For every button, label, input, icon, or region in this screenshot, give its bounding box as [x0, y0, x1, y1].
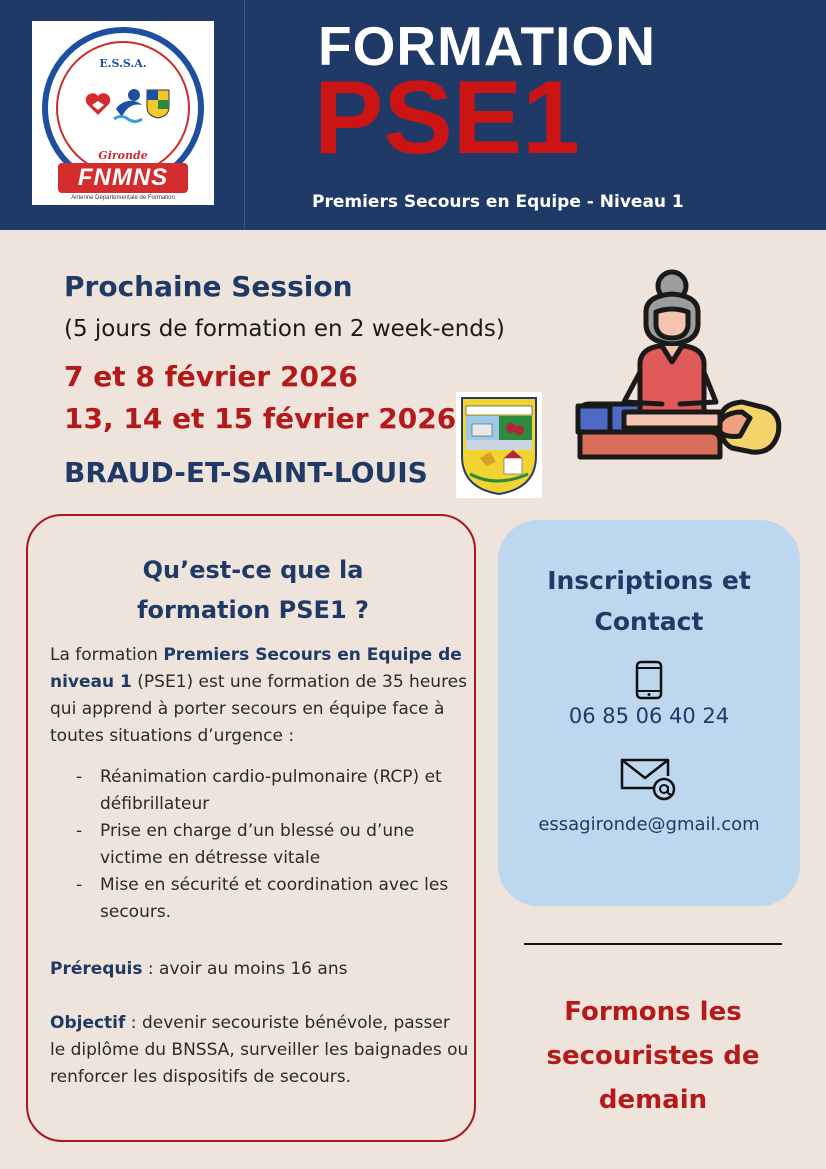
contact-title-line2: Contact	[594, 607, 704, 636]
swimmer-icon	[112, 87, 146, 127]
divider-rule	[524, 943, 782, 945]
logo-fnmns-text: FNMNS	[58, 163, 188, 193]
title-subtitle: Premiers Secours en Equipe - Niveau 1	[312, 192, 684, 212]
objective-label: Objectif	[50, 1013, 126, 1033]
title-formation: FORMATION	[318, 15, 656, 77]
card-intro-pre: La formation	[50, 645, 164, 665]
envelope-at-icon	[618, 756, 678, 802]
prereq-label: Prérequis	[50, 959, 143, 979]
heart-hand-icon	[84, 91, 112, 117]
logo-gironde-text: Gironde	[98, 149, 148, 162]
logo-essa-text: E.S.S.A.	[99, 57, 147, 70]
card-skills-list	[76, 764, 466, 926]
list-item: - Réanimation cardio-pulmonaire (RCP) et défibrillateur	[76, 764, 466, 818]
objective-text: : devenir secouriste bénévole, passer le diplôme du BNSSA, surveiller les baignades ou renforcer les dispositifs de secours.	[50, 1013, 469, 1087]
gironde-crest-icon	[146, 89, 170, 119]
info-card	[26, 514, 476, 1142]
session-place: BRAUD-ET-SAINT-LOUIS	[64, 456, 428, 489]
header-divider	[244, 0, 245, 230]
card-title-line2: formation PSE1 ?	[137, 596, 369, 624]
slogan-line3: demain	[598, 1085, 708, 1115]
card-intro-bold: Premiers Secours en Equipe de niveau 1	[50, 645, 462, 692]
slogan	[530, 990, 776, 1122]
session-duration: (5 jours de formation en 2 week-ends)	[64, 316, 505, 342]
slogan-line1: Formons les	[564, 997, 742, 1027]
braud-saint-louis-crest	[456, 392, 542, 498]
card-prerequisite	[50, 956, 470, 983]
list-item: - Mise en sécurité et coordination avec les secours.	[76, 872, 466, 926]
card-title-line1: Qu’est-ce que la	[142, 556, 364, 584]
title-pse1: PSE1	[314, 60, 580, 176]
session-date-weekend-2: 13, 14 et 15 février 2026	[64, 402, 457, 435]
card-intro-post: (PSE1) est une formation de 35 heures qui apprend à porter secours en équipe face à toutes situations d’urgence :	[50, 672, 467, 746]
contact-title-line1: Inscriptions et	[547, 566, 751, 595]
cpr-rescuer-illustration	[570, 262, 790, 482]
prereq-text: : avoir au moins 16 ans	[142, 959, 348, 979]
session-date-weekend-1: 7 et 8 février 2026	[64, 360, 358, 393]
contact-email[interactable]: essagironde@gmail.com	[538, 814, 760, 835]
smartphone-icon	[634, 660, 664, 700]
contact-title	[498, 560, 800, 642]
session-heading: Prochaine Session	[64, 270, 353, 303]
header-banner	[0, 0, 826, 230]
contact-card	[498, 520, 800, 906]
essa-fnmns-logo	[32, 21, 214, 205]
card-objective	[50, 1010, 470, 1091]
logo-subtitle: Antenne Départementale de Formation	[71, 195, 175, 201]
slogan-line2: secouristes de	[546, 1041, 760, 1071]
contact-phone[interactable]: 06 85 06 40 24	[568, 704, 730, 728]
list-item: - Prise en charge d’un blessé ou d’une victime en détresse vitale	[76, 818, 466, 872]
card-title	[28, 550, 478, 630]
card-intro	[50, 642, 470, 750]
